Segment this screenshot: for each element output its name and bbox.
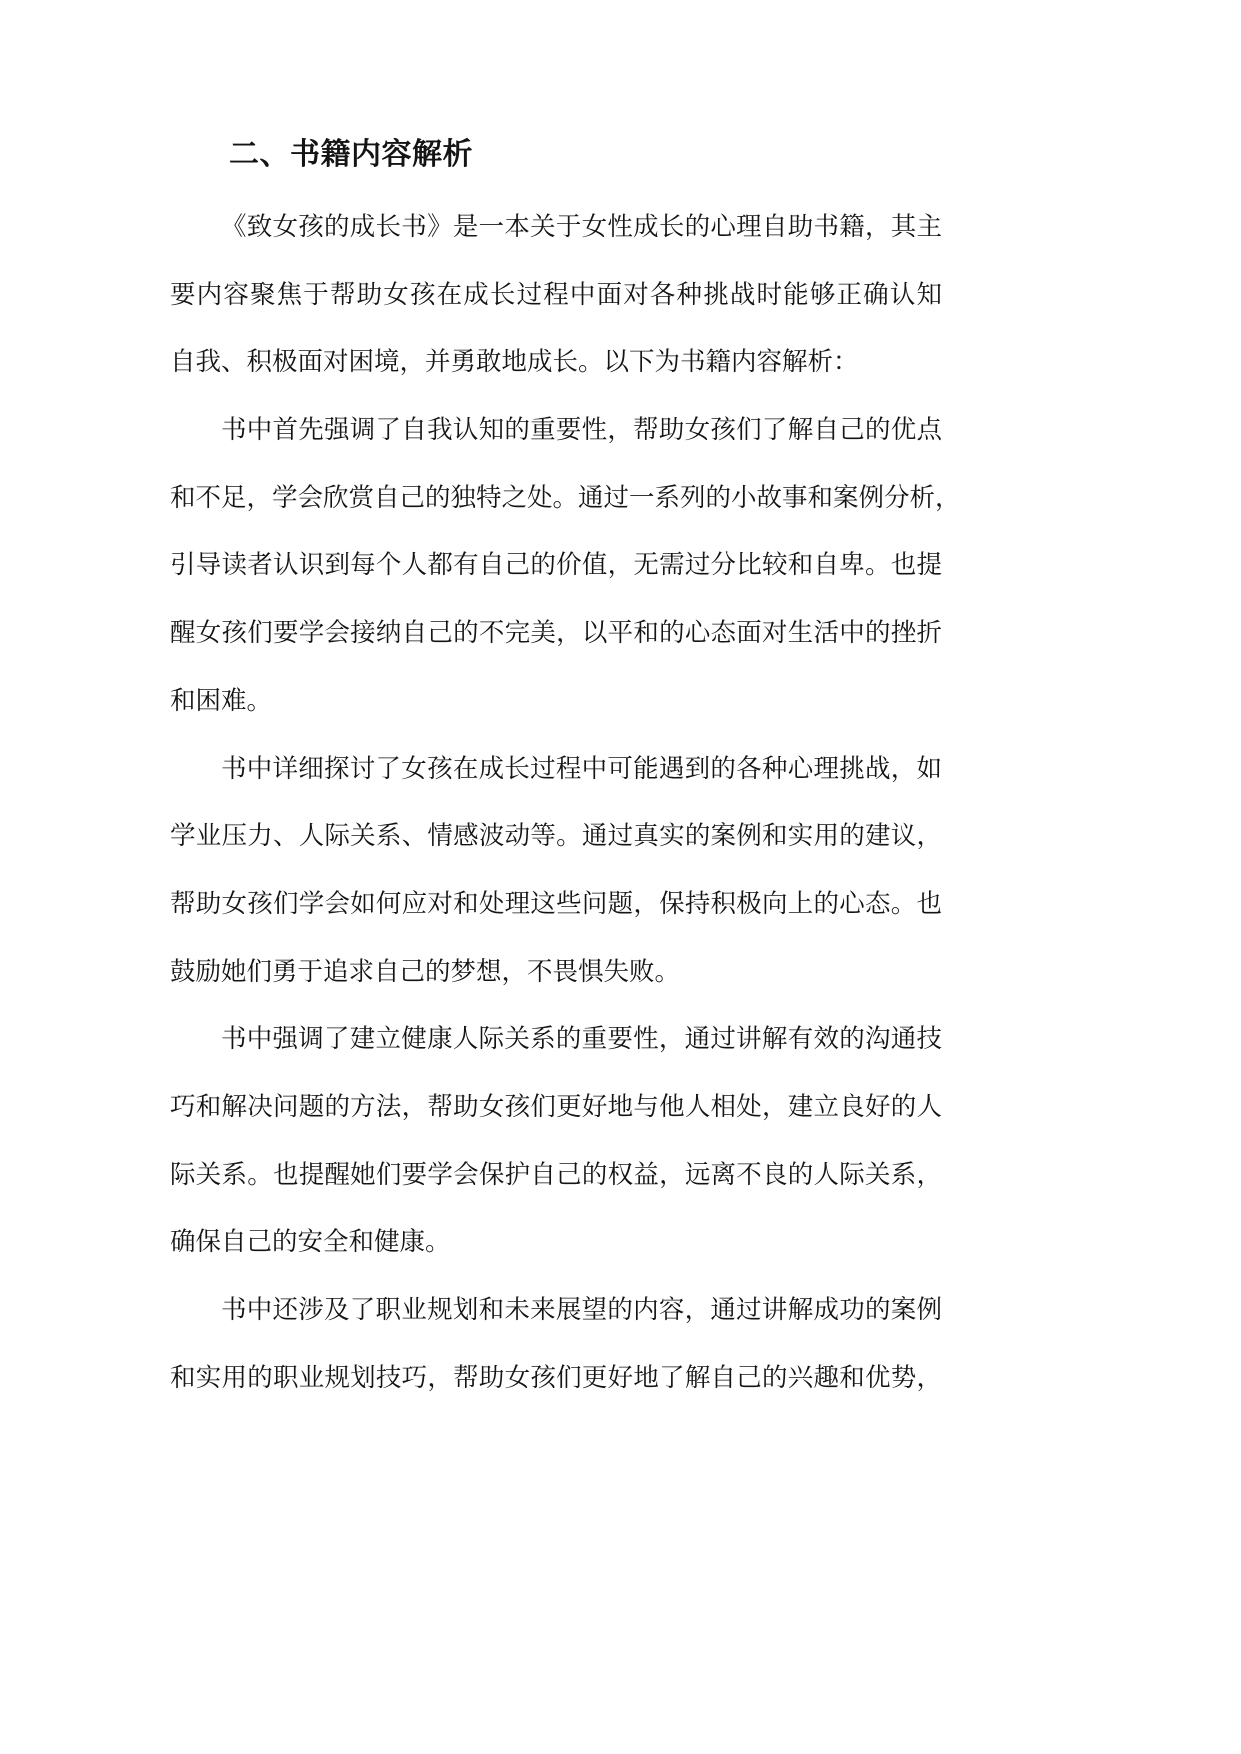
text-line: 和困难。	[170, 685, 273, 716]
text-line: 引导读者认识到每个人都有自己的价值，无需过分比较和自卑。也提	[170, 550, 942, 581]
document-body	[170, 194, 961, 1412]
text-line: 书中首先强调了自我认知的重要性，帮助女孩们了解自己的优点	[221, 415, 942, 446]
text-line: 巧和解决问题的方法，帮助女孩们更好地与他人相处，建立良好的人	[170, 1091, 942, 1122]
paragraph-relationships	[170, 1006, 942, 1277]
paragraph-psychological-challenges	[170, 736, 942, 1007]
text-line: 帮助女孩们学会如何应对和处理这些问题，保持积极向上的心态。也	[170, 888, 942, 919]
text-line: 学业压力、人际关系、情感波动等。通过真实的案例和实用的建议，	[170, 821, 942, 852]
text-line: 际关系。也提醒她们要学会保护自己的权益，远离不良的人际关系，	[170, 1159, 942, 1190]
text-line: 醒女孩们要学会接纳自己的不完美，以平和的心态面对生活中的挫折	[170, 618, 942, 649]
paragraph-career-planning	[170, 1277, 942, 1412]
text-line: 要内容聚焦于帮助女孩在成长过程中面对各种挑战时能够正确认知	[170, 279, 942, 310]
text-line: 自我、积极面对困境，并勇敢地成长。以下为书籍内容解析：	[170, 347, 859, 378]
text-line: 和实用的职业规划技巧，帮助女孩们更好地了解自己的兴趣和优势，	[170, 1362, 942, 1393]
paragraph-self-awareness	[170, 397, 961, 735]
text-line: 书中详细探讨了女孩在成长过程中可能遇到的各种心理挑战，如	[221, 753, 942, 784]
text-line: 《致女孩的成长书》是一本关于女性成长的心理自助书籍，其主	[221, 212, 942, 242]
text-line: 书中还涉及了职业规划和未来展望的内容，通过讲解成功的案例	[221, 1295, 942, 1325]
text-line: 书中强调了建立健康人际关系的重要性，通过讲解有效的沟通技	[221, 1024, 942, 1055]
section-heading: 二、书籍内容解析	[229, 137, 473, 172]
text-line: 鼓励她们勇于追求自己的梦想，不畏惧失败。	[170, 956, 681, 987]
text-line: 和不足，学会欣赏自己的独特之处。通过一系列的小故事和案例分析，	[170, 482, 961, 513]
paragraph-intro	[170, 194, 942, 397]
text-line: 确保自己的安全和健康。	[170, 1227, 451, 1258]
